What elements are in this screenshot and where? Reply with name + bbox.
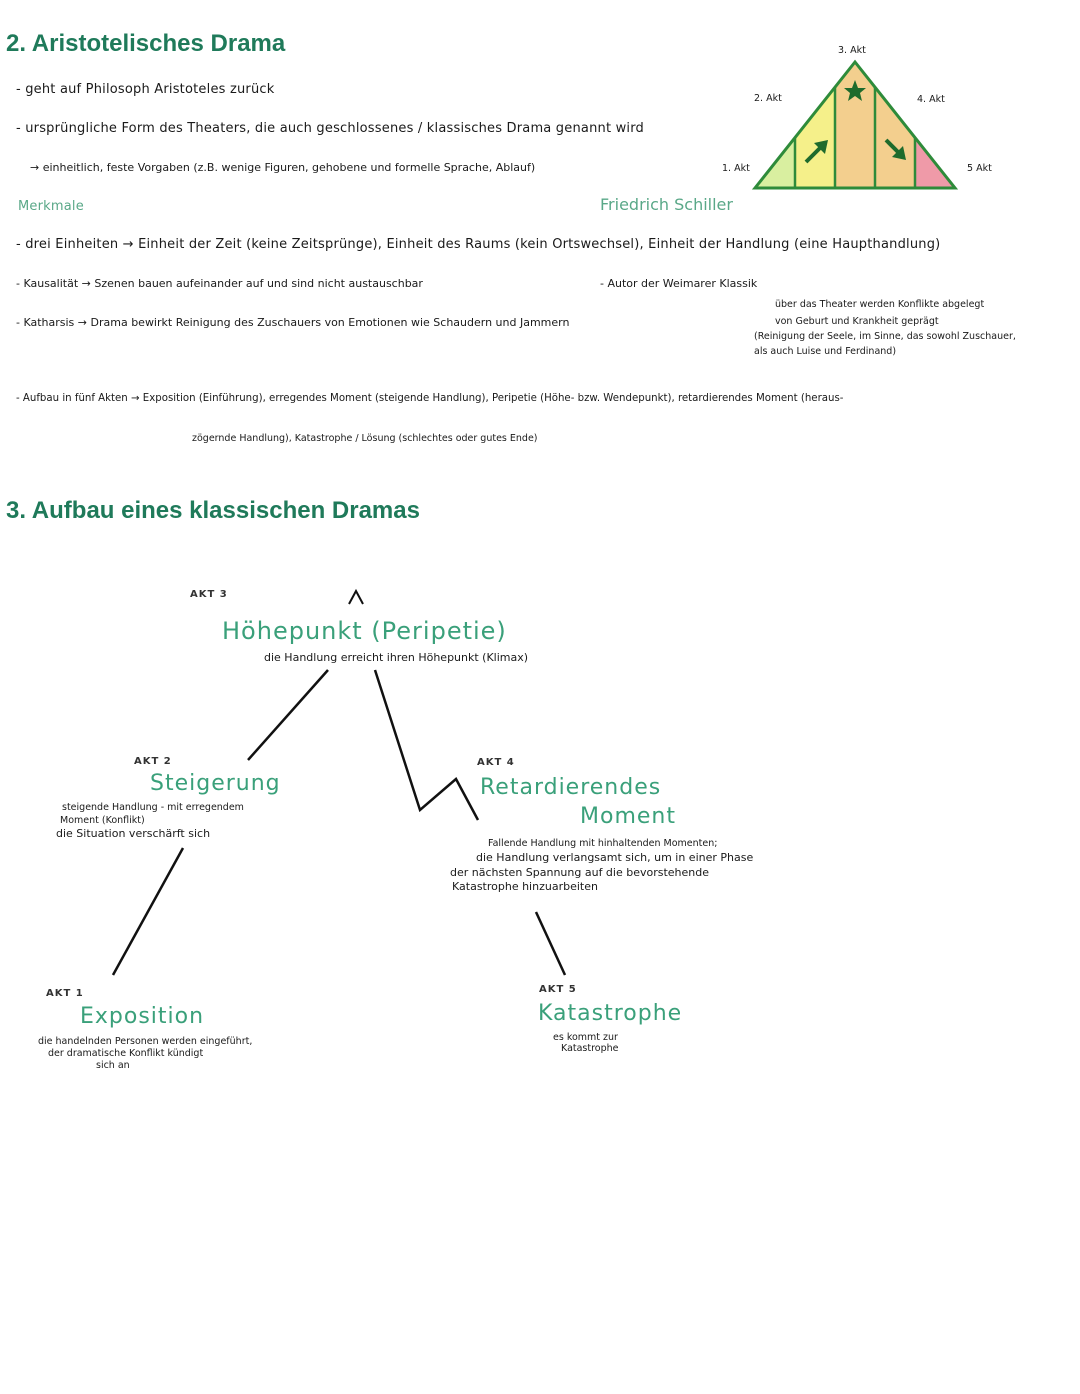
akt4-desc-1: Fallende Handlung mit hinhaltenden Momenten; [488,838,718,849]
bullet-drei-einheiten: - drei Einheiten → Einheit der Zeit (keine Zeitsprünge), Einheit des Raums (kein Ortswechsel), Einheit der Handlung (eine Haupthandlung) [16,237,941,252]
akt2-desc-1: steigende Handlung - mit erregendem [62,802,244,813]
akt4-desc-3: der nächsten Spannung auf die bevorstehende [450,866,710,879]
pyramid-label-akt5: 5 Akt [967,163,992,174]
akt4-desc-2: die Handlung verlangsamt sich, um in einer Phase [476,851,754,864]
akt5-desc-2: Katastrophe [561,1043,619,1054]
line-akt3-akt4 [375,670,478,820]
bullet-aufbau: - Aufbau in fünf Akten → Exposition (Einführung), erregendes Moment (steigende Handlung), Peripetie (Höhe- bzw. Wendepunkt), retardierendes Moment (heraus- [16,393,844,404]
bullet-kausalitaet: - Kausalität → Szenen bauen aufeinander auf und sind nicht austauschbar [16,277,423,290]
side-note-4: als auch Luise und Ferdinand) [754,346,897,357]
akt2-label: AKT 2 [134,756,172,767]
akt5-desc-1: es kommt zur [553,1032,618,1043]
akt2-title: Steigerung [150,771,281,796]
akt3-title: Höhepunkt (Peripetie) [222,617,507,645]
section-3-title: 3. Aufbau eines klassischen Dramas [6,497,420,524]
caret-up-icon [349,591,363,604]
akt3-description: die Handlung erreicht ihren Höhepunkt (Klimax) [264,651,529,664]
side-note-1: über das Theater werden Konflikte abgelegt [775,299,985,310]
line-einheitlich: → einheitlich, feste Vorgaben (z.B. wenige Figuren, gehobene und formelle Sprache, Ablauf) [30,161,536,174]
akt1-label: AKT 1 [46,988,84,999]
autor-weimarer-klassik: - Autor der Weimarer Klassik [600,277,758,290]
side-note-3: (Reinigung der Seele, im Sinne, das sowohl Zuschauer, [754,331,1016,342]
pyramid-label-akt3: 3. Akt [838,45,866,56]
akt4-label: AKT 4 [477,757,515,768]
line-aristoteles: - geht auf Philosoph Aristoteles zurück [16,82,275,97]
side-note-2: von Geburt und Krankheit geprägt [775,316,939,327]
akt2-desc-2: Moment (Konflikt) [60,815,145,826]
line-akt4-akt5 [536,912,565,975]
pyramid-diagram [755,62,955,188]
bullet-aufbau-cont: zögernde Handlung), Katastrophe / Lösung (schlechtes oder gutes Ende) [192,433,538,444]
akt1-desc-1: die handelnden Personen werden eingeführt, [38,1036,253,1047]
akt1-title: Exposition [80,1004,205,1029]
merkmale-label: Merkmale [18,199,84,214]
line-akt1-akt2 [113,848,183,975]
akt3-label: AKT 3 [190,589,228,600]
pyramid-act2-fill [795,87,835,188]
akt4-title-2: Moment [580,804,676,829]
bullet-katharsis: - Katharsis → Drama bewirkt Reinigung des Zuschauers von Emotionen wie Schaudern und Jammern [16,316,570,329]
pyramid-label-akt2: 2. Akt [754,93,782,104]
akt4-title-1: Retardierendes [480,775,662,800]
pyramid-act4-fill [875,87,915,188]
line-urspruengliche-form: - ursprüngliche Form des Theaters, die auch geschlossenes / klassisches Drama genannt wird [16,121,644,136]
akt1-desc-2: der dramatische Konflikt kündigt [48,1048,204,1059]
schiller-label: Friedrich Schiller [600,195,733,214]
akt2-desc-3: die Situation verschärft sich [56,827,211,840]
akt4-desc-4: Katastrophe hinzuarbeiten [452,880,598,893]
line-akt2-akt3 [248,670,328,760]
akt1-desc-3: sich an [96,1060,130,1071]
akt5-label: AKT 5 [539,984,577,995]
akt5-title: Katastrophe [538,1001,683,1026]
section-2-title: 2. Aristotelisches Drama [6,30,286,57]
pyramid-label-akt1: 1. Akt [722,163,750,174]
pyramid-label-akt4: 4. Akt [917,94,945,105]
